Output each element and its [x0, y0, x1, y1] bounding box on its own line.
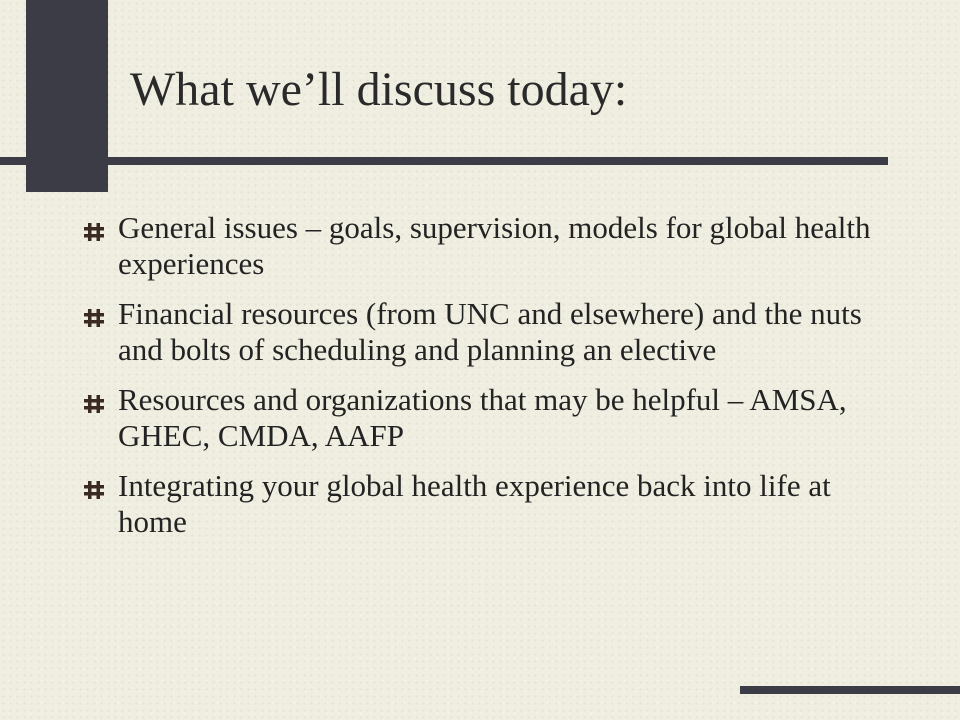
title-underline-bar: [0, 157, 888, 165]
hash-bullet-icon: [84, 394, 104, 414]
bullet-text: General issues – goals, supervision, models for global health experiences: [118, 210, 871, 281]
bullet-text: Financial resources (from UNC and elsewhere) and the nuts and bolts of scheduling and planning an elective: [118, 296, 862, 367]
bullet-text: Integrating your global health experience back into life at home: [118, 468, 831, 539]
bullet-item: [84, 210, 884, 282]
slide-title: What we’ll discuss today:: [130, 63, 628, 116]
hash-bullet-icon: [84, 308, 104, 328]
bullet-list: [84, 210, 884, 554]
bullet-item: [84, 468, 884, 540]
bullet-item: [84, 296, 884, 368]
footer-accent-bar: [740, 686, 960, 694]
hash-bullet-icon: [84, 222, 104, 242]
hash-bullet-icon: [84, 480, 104, 500]
bullet-text: Resources and organizations that may be helpful – AMSA, GHEC, CMDA, AAFP: [118, 382, 847, 453]
bullet-item: [84, 382, 884, 454]
